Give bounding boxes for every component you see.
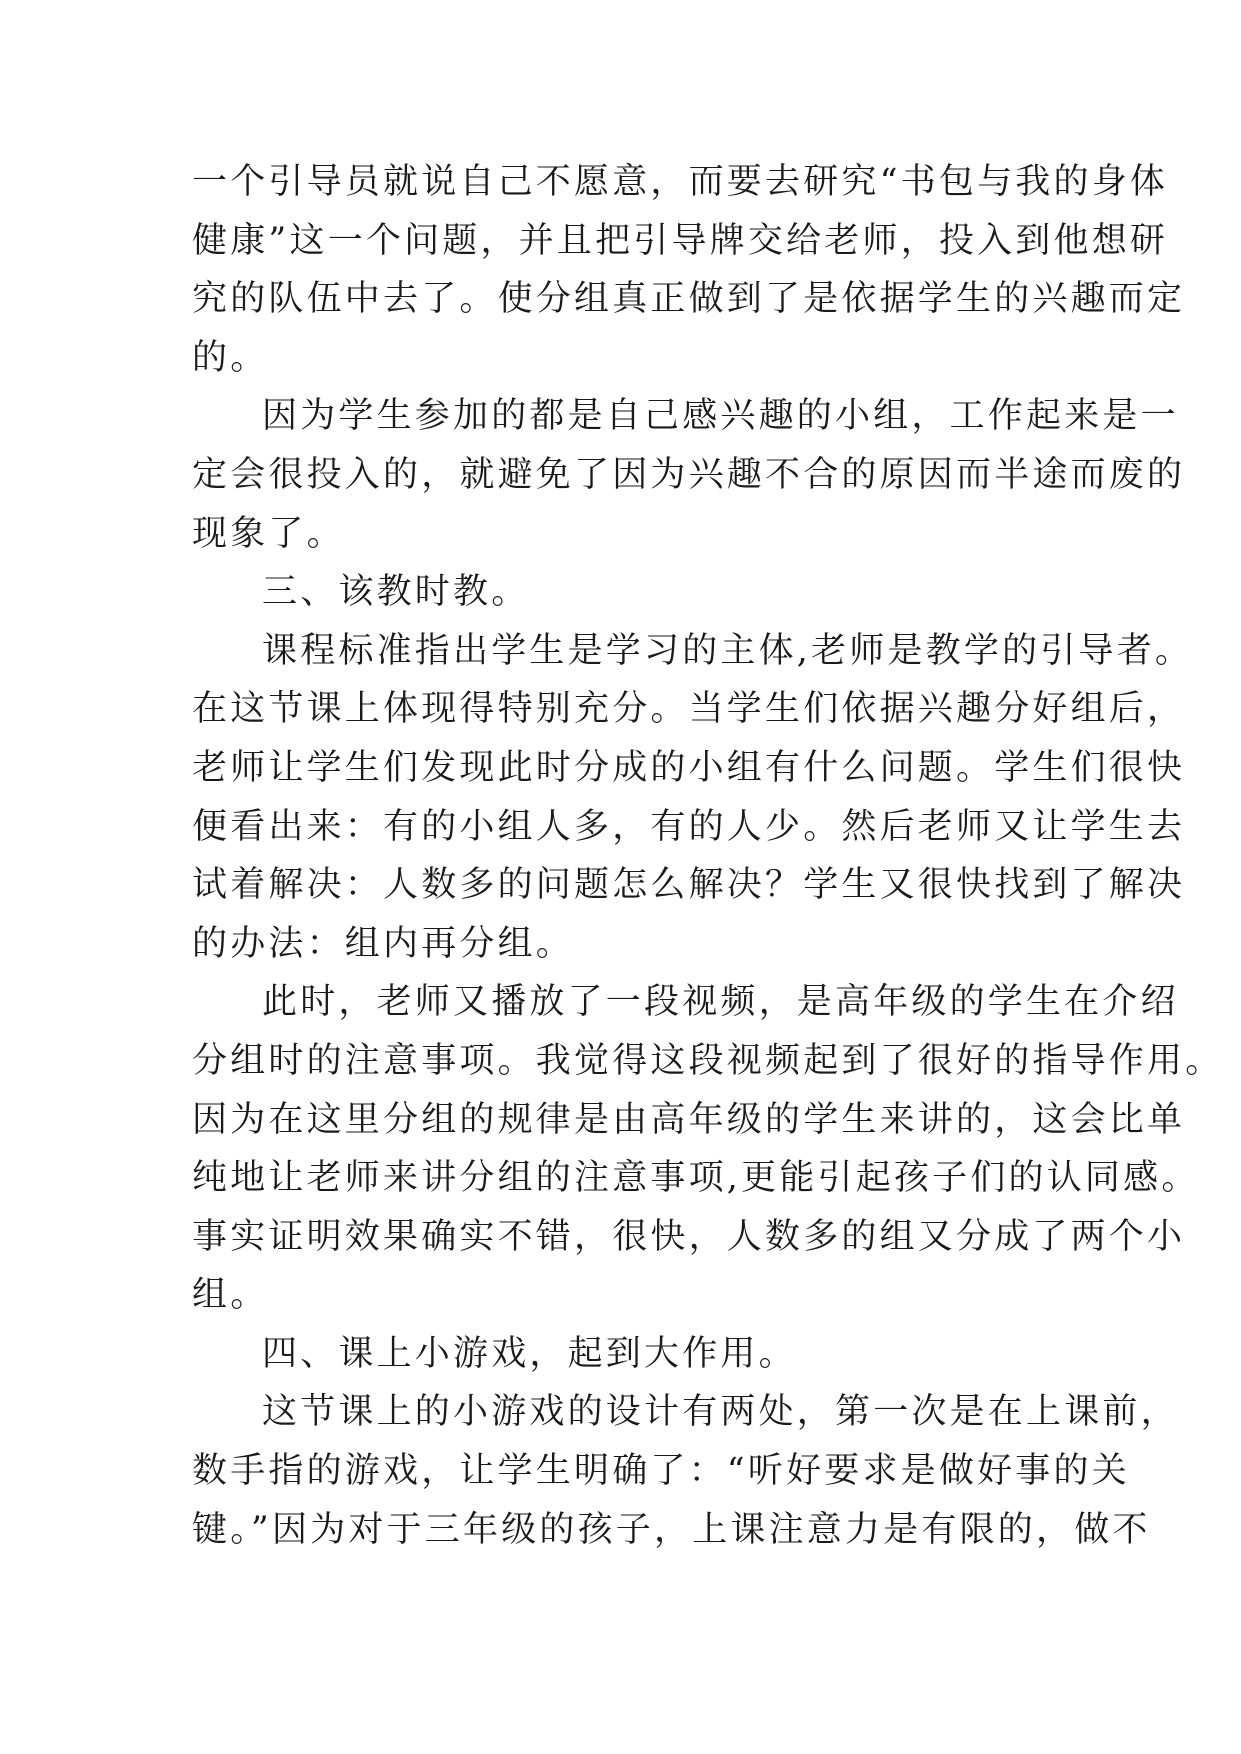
text-line: 的。	[192, 337, 269, 378]
text-line: 此时，老师又播放了一段视频，是高年级的学生在介绍	[262, 982, 1179, 1023]
text-line: 试着解决：人数多的问题怎么解决？学生又很快找到了解决	[192, 865, 1186, 906]
text-line: 因为学生参加的都是自己感兴趣的小组，工作起来是一	[262, 396, 1179, 437]
text-line: 究的队伍中去了。使分组真正做到了是依据学生的兴趣而定	[192, 279, 1186, 320]
text-line: 键。”因为对于三年级的孩子，上课注意力是有限的，做不	[192, 1509, 1151, 1550]
text-line: 便看出来：有的小组人多，有的人少。然后老师又让学生去	[192, 806, 1186, 847]
text-line: 数手指的游戏，让学生明确了：“听好要求是做好事的关	[192, 1451, 1130, 1492]
text-line: 因为在这里分组的规律是由高年级的学生来讲的，这会比单	[192, 1099, 1186, 1140]
text-line: 在这节课上体现得特别充分。当学生们依据兴趣分好组后，	[192, 689, 1186, 730]
text-line: 老师让学生们发现此时分成的小组有什么问题。学生们很快	[192, 747, 1186, 788]
text-line: 三、该教时教。	[262, 572, 530, 613]
text-line: 现象了。	[192, 513, 345, 554]
text-line: 定会很投入的，就避免了因为兴趣不合的原因而半途而废的	[192, 454, 1186, 495]
text-line: 纯地让老师来讲分组的注意事项,更能引起孩子们的认同感。	[192, 1158, 1200, 1199]
text-line: 分组时的注意事项。我觉得这段视频起到了很好的指导作用。	[192, 1040, 1224, 1081]
text-line: 事实证明效果确实不错，很快，人数多的组又分成了两个小	[192, 1216, 1186, 1257]
text-line: 的办法：组内再分组。	[192, 923, 575, 964]
document-body	[192, 153, 1224, 1559]
text-line: 一个引导员就说自己不愿意，而要去研究“书包与我的身体	[192, 162, 1169, 202]
text-line: 组。	[192, 1275, 269, 1316]
text-line: 四、课上小游戏，起到大作用。	[262, 1333, 797, 1374]
text-line: 健康”这一个问题，并且把引导牌交给老师，投入到他想研	[192, 220, 1169, 261]
text-line: 课程标准指出学生是学习的主体,老师是教学的引导者。	[262, 630, 1194, 671]
text-line: 这节课上的小游戏的设计有两处，第一次是在上课前，	[262, 1392, 1179, 1433]
